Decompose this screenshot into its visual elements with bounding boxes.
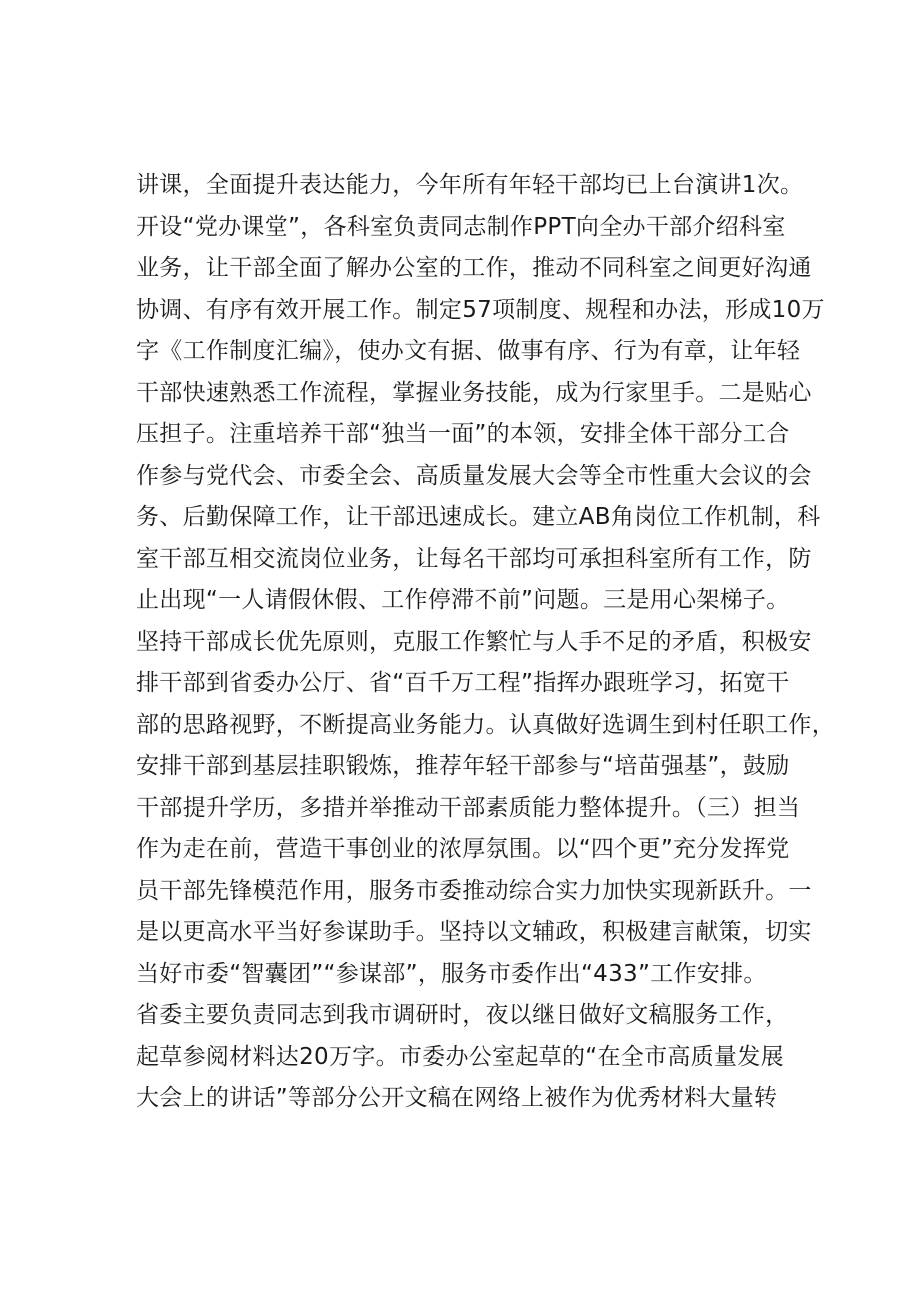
text-line: 省委主要负责同志到我市调研时，夜以继日做好文稿服务工作， [136,1002,789,1028]
text-line: 讲课，全面提升表达能力，今年所有年轻干部均已上台演讲1次。 [136,172,804,198]
text-line: 当好市委“智囊团”“参谋部”，服务市委作出“433”工作安排。 [136,960,767,987]
text-line: 务、后勤保障工作，让干部迅速成长。建立AB角岗位工作机制，科 [136,504,821,530]
text-line: 字《工作制度汇编》，使办文有据、做事有序、行为有章，让年轻 [136,338,801,364]
text-line: 干部提升学历，多措并举推动干部素质能力整体提升。（三）担当 [136,794,801,821]
text-line: 起草参阅材料达20万字。市委办公室起草的“在全市高质量发展 [136,1043,784,1070]
text-line: 开设“党办课堂”，各科室负责同志制作PPT向全办干部介绍科室 [136,213,786,240]
text-line: 作为走在前，营造干事创业的浓厚氛围。以“四个更”充分发挥党 [136,836,790,862]
text-line: 压担子。注重培养干部“独当一面”的本领，安排全体干部分工合 [136,421,790,447]
text-line: 干部快速熟悉工作流程，掌握业务技能，成为行家里手。二是贴心 [136,379,812,406]
body-text [136,165,835,1120]
text-line: 业务，让干部全面了解办公室的工作，推动不同科室之间更好沟通 [136,255,812,281]
text-line: 止出现“一人请假休假、工作停滞不前”问题。三是用心架梯子。 [136,587,790,613]
text-line: 大会上的讲话”等部分公开文稿在网络上被作为优秀材料大量转 [136,1085,778,1111]
text-line: 排干部到省委办公厅、省“百千万工程”指挥办跟班学习，拓宽干 [136,670,790,696]
text-line: 协调、有序有效开展工作。制定57项制度、规程和办法，形成10万 [136,296,825,323]
text-line: 坚持干部成长优先原则，克服工作繁忙与人手不足的矛盾，积极安 [136,628,812,655]
text-line: 安排干部到基层挂职锻炼，推荐年轻干部参与“培苗强基”，鼓励 [136,753,790,779]
text-line: 部的思路视野，不断提高业务能力。认真做好选调生到村任职工作， [136,711,835,738]
text-line: 员干部先锋模范作用，服务市委推动综合实力加快实现新跃升。一 [136,877,812,904]
text-line: 室干部互相交流岗位业务，让每名干部均可承担科室所有工作，防 [136,545,812,572]
text-line: 作参与党代会、市委全会、高质量发展大会等全市性重大会议的会 [136,462,812,489]
text-line: 是以更高水平当好参谋助手。坚持以文辅政，积极建言献策，切实 [136,919,812,945]
